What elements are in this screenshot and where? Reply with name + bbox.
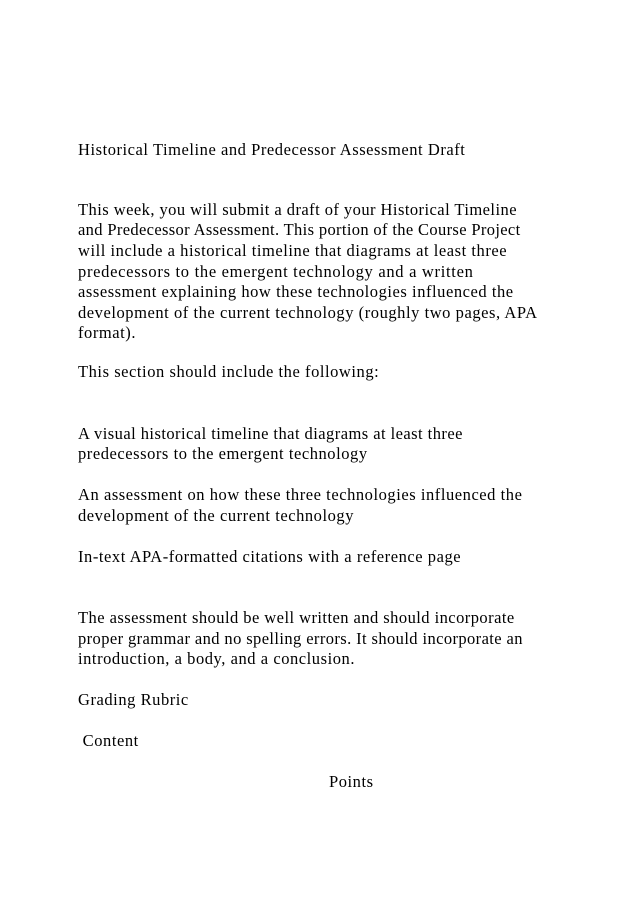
intro-line: format). (78, 323, 137, 342)
intro-line: assessment explaining how these technologies influenced the (78, 282, 514, 301)
intro-line: will include a historical timeline that diagrams at least three (78, 241, 508, 260)
rubric-column-points: Points (329, 772, 374, 791)
closing-line: The assessment should be well written and should incorporate (78, 608, 515, 627)
rubric-heading: Grading Rubric (78, 690, 189, 709)
intro-line: and Predecessor Assessment. This portion of the Course Project (78, 220, 521, 239)
document-title: Historical Timeline and Predecessor Assessment Draft (78, 140, 466, 159)
section-lead: This section should include the following: (78, 362, 380, 381)
rubric-column-content: Content (78, 731, 139, 750)
list-item: An assessment on how these three technologies influenced the (78, 485, 523, 504)
closing-line: introduction, a body, and a conclusion. (78, 649, 355, 668)
list-item: A visual historical timeline that diagrams at least three (78, 424, 463, 443)
intro-line: This week, you will submit a draft of your Historical Timeline (78, 200, 517, 219)
list-item: In-text APA-formatted citations with a reference page (78, 547, 462, 566)
list-item: development of the current technology (78, 506, 355, 525)
list-item: predecessors to the emergent technology (78, 444, 368, 463)
intro-line: development of the current technology (roughly two pages, APA (78, 303, 538, 322)
intro-line: predecessors to the emergent technology and a written (78, 262, 474, 281)
closing-line: proper grammar and no spelling errors. It should incorporate an (78, 629, 523, 648)
